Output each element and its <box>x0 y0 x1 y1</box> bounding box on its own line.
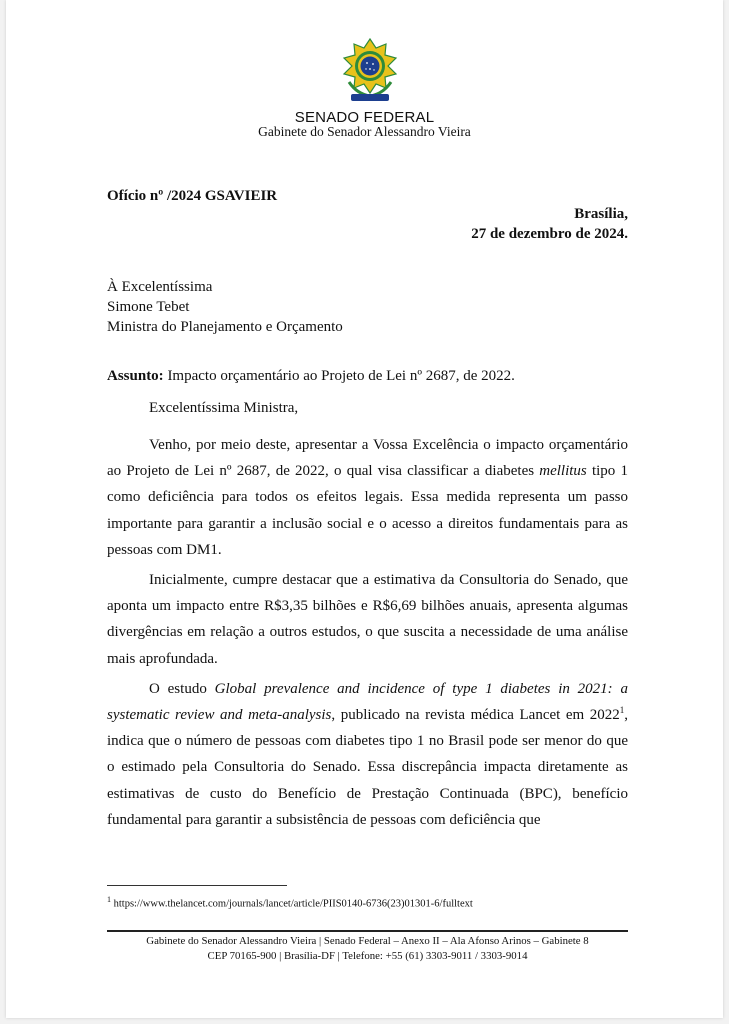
org-name: SENADO FEDERAL <box>294 109 435 126</box>
footer-contact: CEP 70165-900 | Brasília-DF | Telefone: +55 (61) 3303-9011 / 3303-9014 <box>207 950 528 962</box>
footnote-mark: 1 <box>107 895 111 904</box>
cabinet-name: Gabinete do Senador Alessandro Vieira <box>258 124 471 139</box>
letter-body <box>107 432 628 837</box>
subject-line <box>107 368 515 385</box>
paragraph-1-text-b: tipo 1 como deficiência para todos os efeitos legais. Essa medida representa um passo importante para garantir a inclusão social e o acesso a direitos fundamentais para as pessoas com DM1. <box>107 463 628 558</box>
city: Brasília, <box>574 206 628 222</box>
paragraph-3-italic: Global prevalence and incidence of type 1 diabetes in 2021: a systematic review and meta-analysis <box>107 680 629 724</box>
paragraph-2: Inicialmente, cumpre destacar que a estimativa da Consultoria do Senado, que aponta um impacto entre R$3,35 bilhões e R$6,69 bilhões anuais, apresenta algumas divergências em relação a outros estudos, o que suscita a necessidade de uma análise mais aprofundada. <box>107 572 628 667</box>
date: 27 de dezembro de 2024. <box>471 226 628 242</box>
coat-of-arms-emblem <box>337 36 403 104</box>
paragraph-1-text-a: Venho, por meio deste, apresentar a Vossa Excelência o impacto orçamentário ao Projeto de Lei nº 2687, de 2022, o qual visa classificar a diabetes <box>107 437 628 480</box>
office-number: Ofício nº /2024 GSAVIEIR <box>107 188 278 204</box>
addressee-block <box>107 277 343 337</box>
paragraph-3-text-b: , publicado na revista médica Lancet em 2022 <box>331 707 620 724</box>
subject-text: Impacto orçamentário ao Projeto de Lei nº 2687, de 2022. <box>163 368 515 384</box>
date-block <box>471 204 628 244</box>
addressee-title: Ministra do Planejamento e Orçamento <box>107 319 343 335</box>
subject-label: Assunto: <box>107 368 164 384</box>
addressee-name: Simone Tebet <box>107 299 190 315</box>
document-page <box>6 0 723 1018</box>
paragraph-3-text-c: , indica que o número de pessoas com diabetes tipo 1 no Brasil pode ser menor do que o estimado pela Consultoria do Senado. Essa discrepância impacta diretamente as estimativas de custo do Benefício de Prestação Continuada (BPC), benefício fundamental para garantir a subsistência de pessoas com deficiência que <box>107 707 628 828</box>
paragraph-3 <box>107 676 628 833</box>
greeting: Excelentíssima Ministra, <box>149 400 299 416</box>
paragraph-1 <box>107 432 628 563</box>
addressee-salutation: À Excelentíssima <box>107 279 213 295</box>
footnote <box>107 895 473 910</box>
footer <box>86 934 649 964</box>
footnote-url: https://www.thelancet.com/journals/lancet/article/PIIS0140-6736(23)01301-6/fulltext <box>111 898 473 910</box>
footnote-divider <box>107 885 287 886</box>
footer-divider <box>107 930 628 932</box>
footer-address: Gabinete do Senador Alessandro Vieira | Senado Federal – Anexo II – Ala Afonso Arinos – Gabinete 8 <box>146 935 589 947</box>
footnote-reference: 1 <box>619 705 625 716</box>
paragraph-1-italic: mellitus <box>539 463 587 480</box>
paragraph-3-text-a: O estudo <box>149 680 215 697</box>
